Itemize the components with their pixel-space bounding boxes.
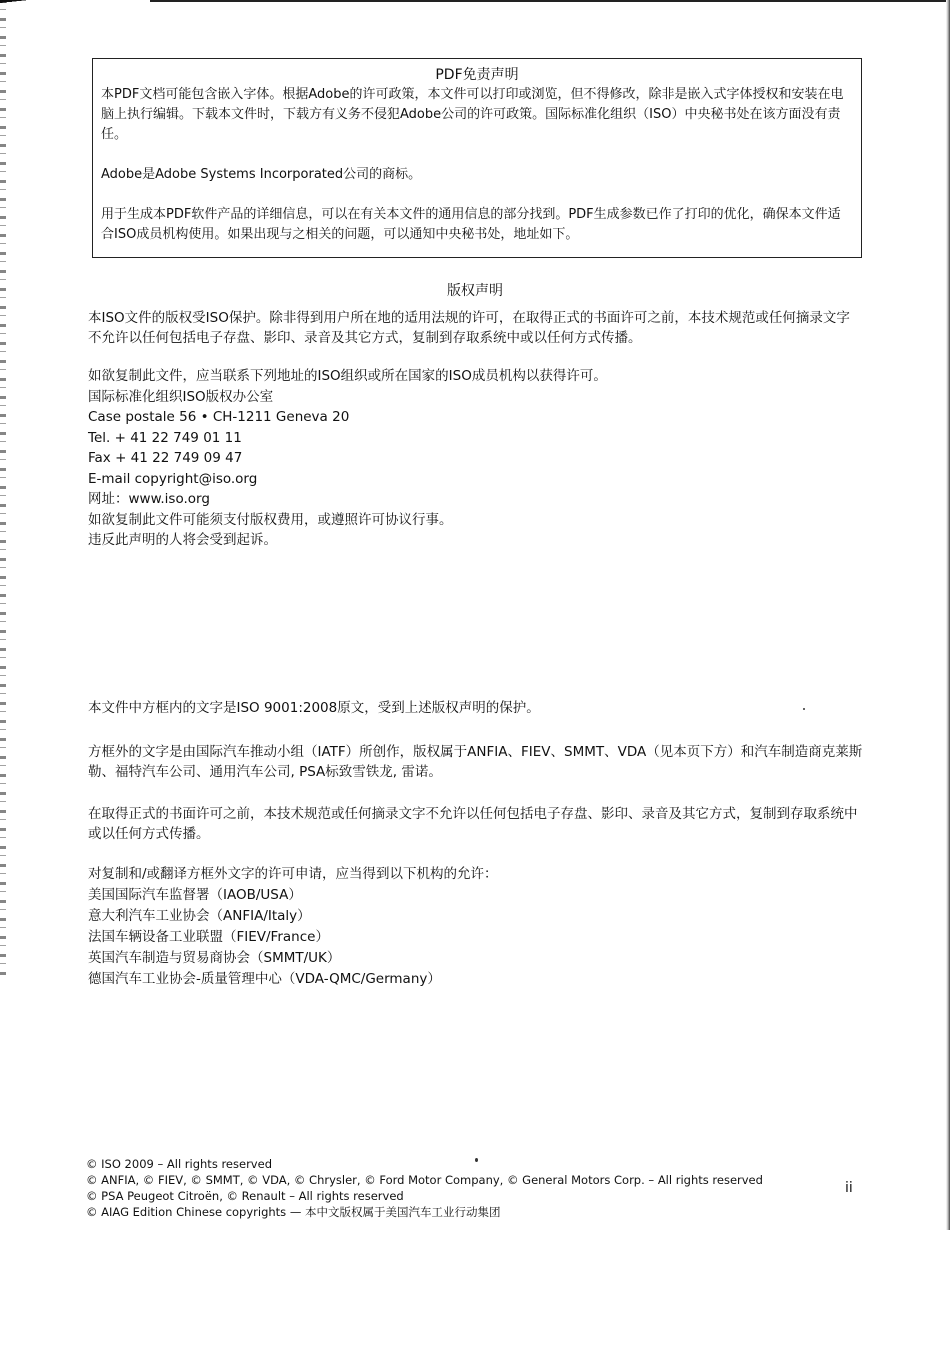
scan-corner-mark (0, 0, 140, 22)
page-number: ii (845, 1180, 853, 1196)
boxed-text-line: 本文件中方框内的文字是ISO 9001:2008原文，受到上述版权声明的保护。 (88, 700, 540, 716)
iso-fax: Fax + 41 22 749 09 47 (88, 450, 243, 466)
footer-line-iso: © ISO 2009 – All rights reserved (86, 1157, 272, 1171)
footer-line-psa: © PSA Peugeot Citroën, © Renault – All rights reserved (86, 1189, 404, 1203)
scan-left-edge (0, 0, 6, 980)
iso-office: 国际标准化组织ISO版权办公室 (88, 388, 274, 405)
scan-speck (803, 708, 805, 710)
org-item: 德国汽车工业协会-质量管理中心（VDA-QMC/Germany） (88, 971, 441, 987)
outside-text-note (88, 742, 863, 782)
restriction-note (88, 804, 863, 844)
footer-line-aiag: © AIAG Edition Chinese copyrights — 本中文版权属于美国汽车工业行动集团 (86, 1205, 501, 1219)
iso-email: E-mail copyright@iso.org (88, 470, 258, 487)
pdf-disclaimer-p1: 本PDF文档可能包含嵌入字体。根据Adobe的许可政策，本文件可以打印或浏览，但不得修改，除非是嵌入式字体授权和安装在电脑上执行编辑。下载本文件时，下载方有义务不侵犯Adobe公司的许可政策。国际标准化组织（ISO）中央秘书处在该方面没有责任。 (101, 87, 844, 142)
copyright-body (88, 308, 863, 348)
pdf-disclaimer-p3: 用于生成本PDF软件产品的详细信息，可以在有关本文件的通用信息的部分找到。PDF生成参数已作了打印的优化，确保本文件适合ISO成员机构使用。如果出现与之相关的问题，可以通知中央秘书处，地址如下。 (101, 207, 841, 242)
iso-website: 网址：www.iso.org (88, 491, 210, 507)
restriction-line: 在取得正式的书面许可之前，本技术规范或任何摘录文字不允许以任何包括电子存盘、影印、录音及其它方式，复制到存取系统中或以任何方式传播。 (88, 806, 858, 842)
copyright-p1: 本ISO文件的版权受ISO保护。除非得到用户所在地的适用法规的许可，在取得正式的书面许可之前，本技术规范或任何摘录文字不允许以任何包括电子存盘、影印、录音及其它方式，复制到存取系统中或以任何方式传播。 (88, 310, 850, 346)
boxed-text-note (88, 698, 863, 718)
iso-tel: Tel. + 41 22 749 01 11 (88, 429, 242, 446)
outside-text-line: 方框外的文字是由国际汽车推动小组（IATF）所创作，版权属于ANFIA、FIEV、SMMT、VDA（见本页下方）和汽车制造商克莱斯勒、福特汽车公司、通用汽车公司, PSA标致雪铁龙, 雷诺。 (88, 744, 863, 780)
scan-top-edge (150, 0, 950, 2)
permission-intro: 对复制和/或翻译方框外文字的许可申请，应当得到以下机构的允许： (88, 866, 498, 882)
violation-notice: 违反此声明的人将会受到起诉。 (88, 532, 277, 548)
iso-address: Case postale 56 • CH-1211 Geneva 20 (88, 409, 350, 425)
org-item: 英国汽车制造与贸易商协会（SMMT/UK） (88, 950, 341, 966)
fee-notice: 如欲复制此文件可能须支付版权费用，或遵照许可协议行事。 (88, 511, 453, 528)
pdf-disclaimer-title: PDF免责声明 (435, 67, 519, 83)
pdf-disclaimer-p2: Adobe是Adobe Systems Incorporated公司的商标。 (101, 167, 422, 182)
contact-intro: 如欲复制此文件，应当联系下列地址的ISO组织或所在国家的ISO成员机构以获得许可。 (88, 368, 607, 384)
scan-right-edge (946, 0, 950, 1230)
org-item: 法国车辆设备工业联盟（FIEV/France） (88, 929, 329, 945)
permission-block (88, 864, 863, 990)
pdf-disclaimer-box (92, 58, 862, 258)
contact-block (88, 366, 863, 551)
footer-line-orgs: © ANFIA, © FIEV, © SMMT, © VDA, © Chrysler, © Ford Motor Company, © General Motors Corp. – All rights reserved (86, 1173, 763, 1187)
org-item: 美国国际汽车监督署（IAOB/USA） (88, 887, 302, 903)
copyright-title: 版权声明 (447, 283, 503, 299)
footer-copyrights (86, 1156, 786, 1220)
org-item: 意大利汽车工业协会（ANFIA/Italy） (88, 908, 311, 924)
